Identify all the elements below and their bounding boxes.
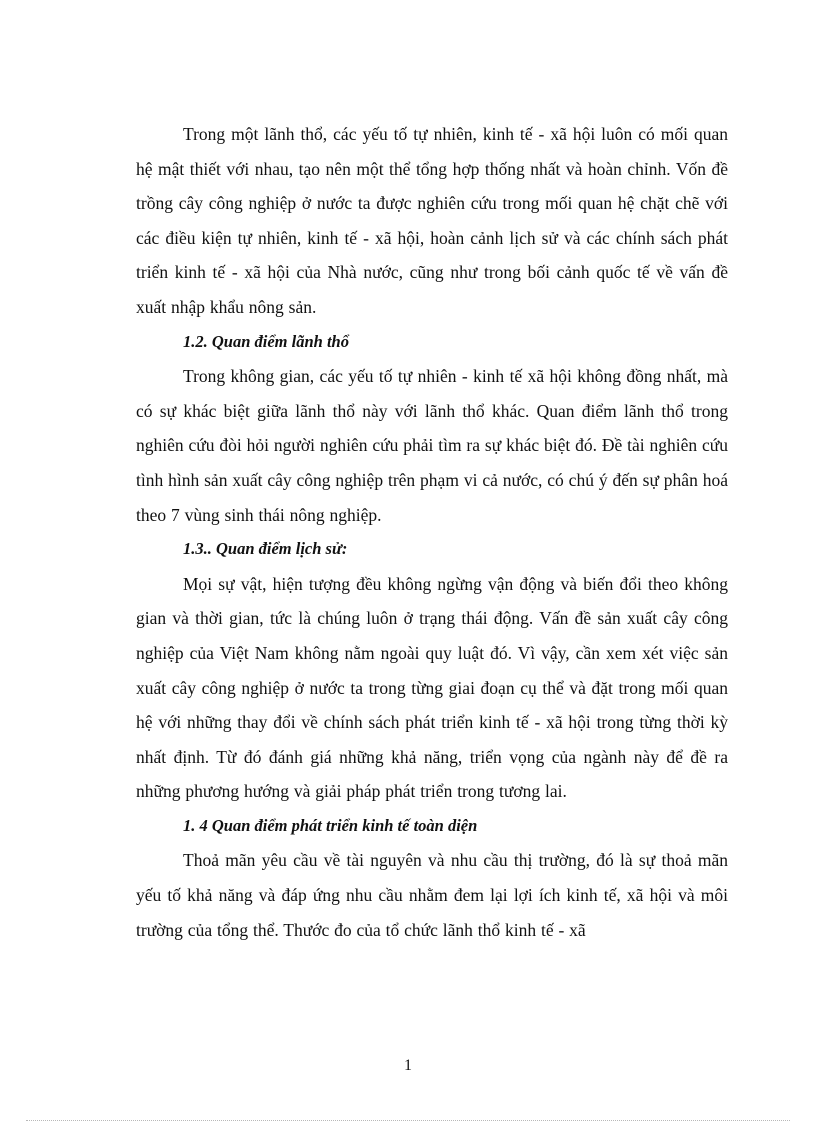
page-bottom-divider	[26, 1120, 790, 1121]
page-number: 1	[404, 1057, 412, 1074]
heading-comprehensive-development: 1. 4 Quan điểm phát triển kinh tế toàn diện	[183, 815, 478, 835]
paragraph-comprehensive-development: Thoả mãn yêu cầu về tài nguyên và nhu cầu thị trường, đó là sự thoả mãn yếu tố khả năng và đáp ứng nhu cầu nhằm đem lại lợi ích kinh tế, xã hội và môi trường của tổng thể. Thước đo của tổ chức lãnh thổ kinh tế - xã	[136, 850, 728, 940]
heading-territorial-view: 1.2. Quan điểm lãnh thổ	[183, 331, 349, 351]
heading-historical-view: 1.3.. Quan điểm lịch sử:	[183, 539, 348, 559]
paragraph-territorial-view: Trong không gian, các yếu tố tự nhiên - kinh tế xã hội không đồng nhất, mà có sự khác biệt giữa lãnh thổ này với lãnh thổ khác. Quan điểm lãnh thổ trong nghiên cứu đòi hỏi người nghiên cứu phải tìm ra sự khác biệt đó. Đề tài nghiên cứu tình hình sản xuất cây công nghiệp trên phạm vi cả nước, có chú ý đến sự phân hoá theo 7 vùng sinh thái nông nghiệp.	[136, 366, 728, 525]
document-body	[136, 117, 728, 947]
paragraph-historical-view: Mọi sự vật, hiện tượng đều không ngừng vận động và biến đổi theo không gian và thời gian, tức là chúng luôn ở trạng thái động. Vấn đề sản xuất cây công nghiệp của Việt Nam không nằm ngoài quy luật đó. Vì vậy, cần xem xét việc sản xuất cây công nghiệp ở nước ta trong từng giai đoạn cụ thể và đặt trong mối quan hệ với những thay đổi về chính sách phát triển kinh tế - xã hội trong từng thời kỳ nhất định. Từ đó đánh giá những khả năng, triển vọng của ngành này để đề ra những phương hướng và giải pháp phát triển trong tương lai.	[136, 573, 728, 802]
paragraph-intro: Trong một lãnh thổ, các yếu tố tự nhiên, kinh tế - xã hội luôn có mối quan hệ mật thiết với nhau, tạo nên một thể tổng hợp thống nhất và hoàn chỉnh. Vốn đề trồng cây công nghiệp ở nước ta được nghiên cứu trong mối quan hệ chặt chẽ với các điều kiện tự nhiên, kinh tế - xã hội, hoàn cảnh lịch sử và các chính sách phát triển kinh tế - xã hội của Nhà nước, cũng như trong bối cảnh quốc tế về vấn đề xuất nhập khẩu nông sản.	[136, 124, 728, 317]
